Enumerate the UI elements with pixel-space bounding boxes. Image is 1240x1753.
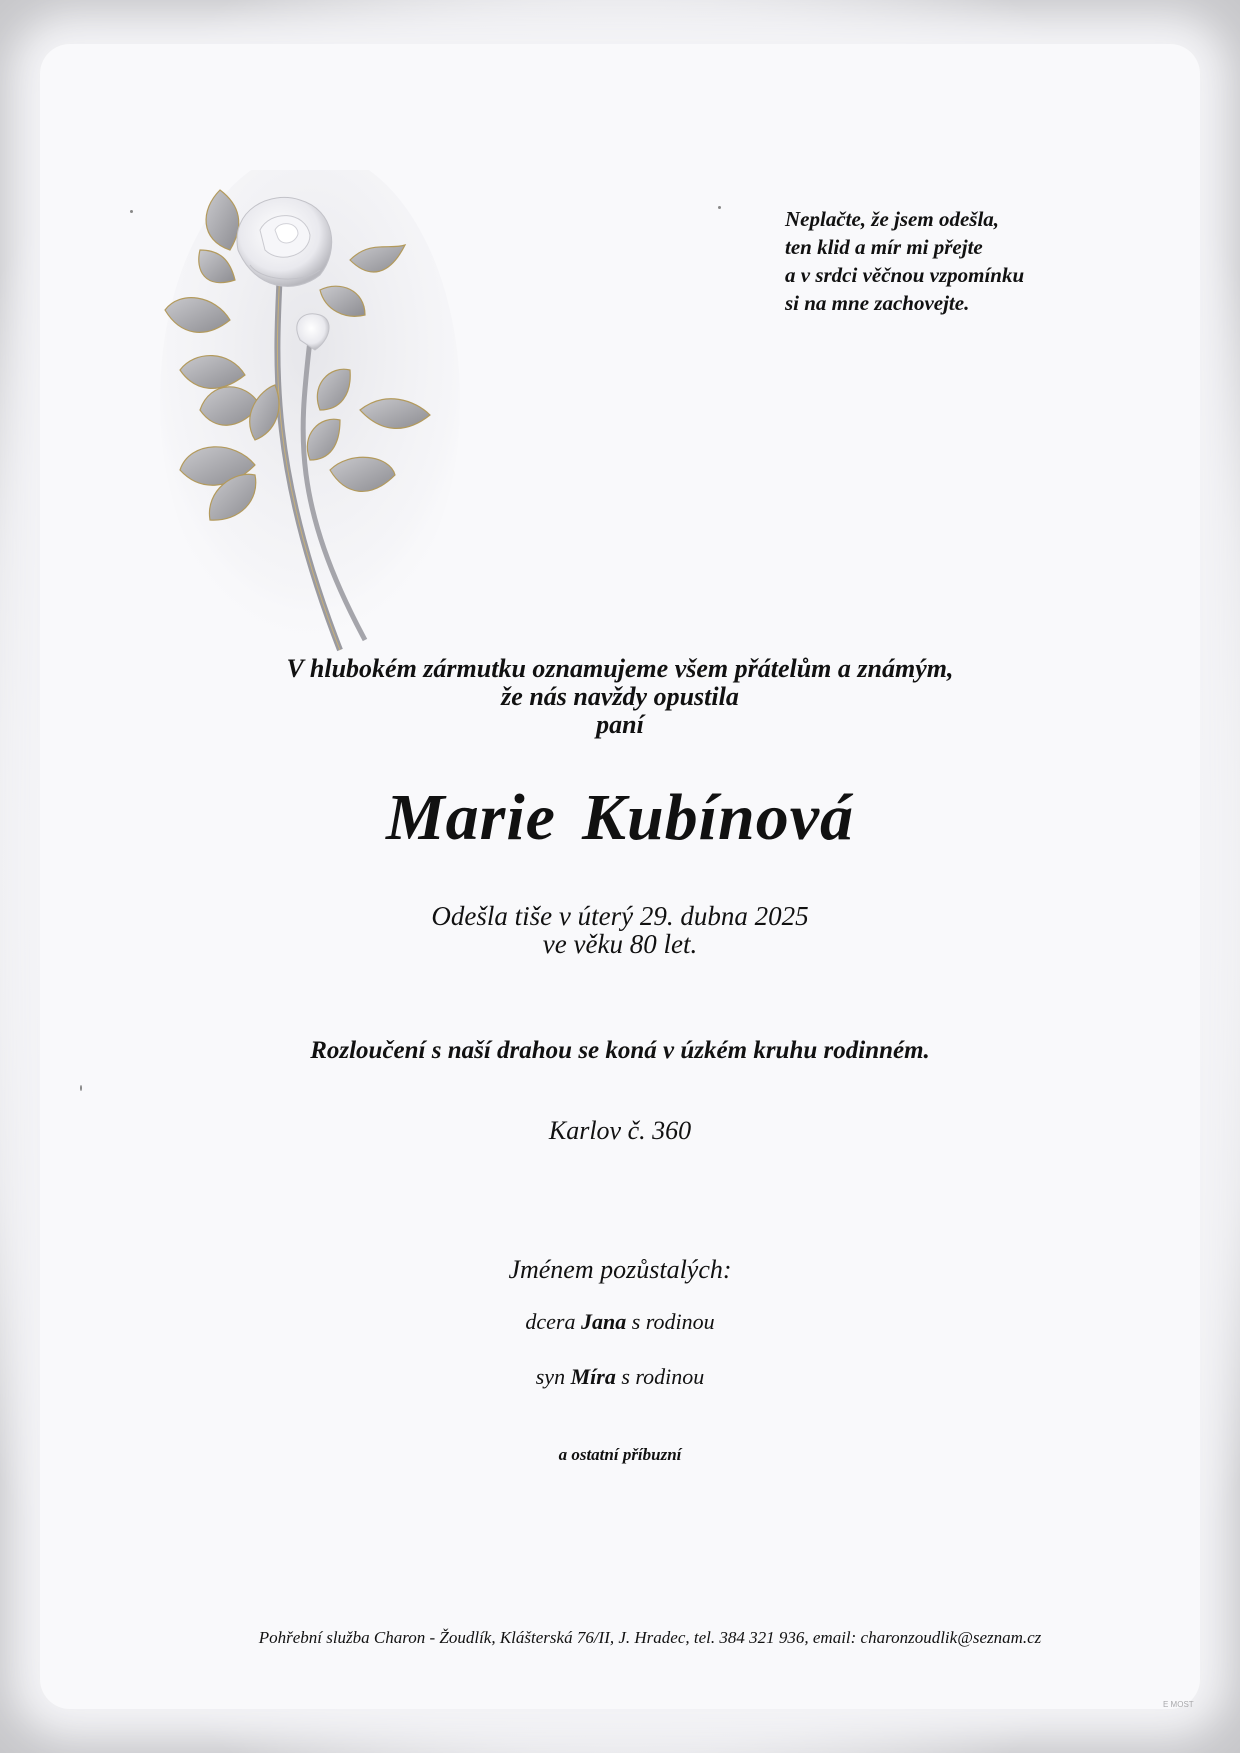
relative-name: Míra xyxy=(570,1364,616,1389)
relative-suffix: s rodinou xyxy=(621,1364,705,1389)
relative-name: Jana xyxy=(580,1309,627,1334)
funeral-service-footer: Pohřební služba Charon - Žoudlík, Klášterská 76/II, J. Hradec, tel. 384 321 936, email: charonzoudlik@seznam.cz xyxy=(258,1628,1042,1647)
deceased-name xyxy=(0,780,1240,856)
poem-line: si na mne zachovejte. xyxy=(785,291,970,315)
paper-speck xyxy=(80,1085,82,1091)
relative-suffix: s rodinou xyxy=(631,1309,715,1334)
announcement-line: že nás navždy opustila xyxy=(501,682,739,711)
relative-line xyxy=(0,1364,1240,1390)
farewell-note: Rozloučení s naší drahou se koná v úzkém kruhu rodinném. xyxy=(310,1037,930,1064)
poem xyxy=(785,205,1165,317)
relative-prefix: syn xyxy=(535,1364,566,1389)
announcement-line: V hlubokém zármutku oznamujeme všem přátelům a známým, xyxy=(286,654,954,683)
watermark: E MOST xyxy=(1163,1700,1194,1709)
paper-speck xyxy=(718,206,721,209)
first-name: Marie xyxy=(385,781,556,854)
last-name: Kubínová xyxy=(581,781,855,854)
rose-illustration xyxy=(160,170,460,670)
poem-line: ten klid a mír mi přejte xyxy=(785,235,983,259)
age-line: ve věku 80 let. xyxy=(542,929,698,959)
death-info xyxy=(0,902,1240,958)
other-relatives: a ostatní příbuzní xyxy=(558,1445,682,1464)
death-date-line: Odešla tiše v úterý 29. dubna 2025 xyxy=(431,901,809,931)
mourners-heading: Jménem pozůstalých: xyxy=(508,1255,732,1284)
paper-speck xyxy=(130,210,133,213)
poem-line: Neplačte, že jsem odešla, xyxy=(785,207,1000,231)
address: Karlov č. 360 xyxy=(548,1116,692,1145)
relative-line xyxy=(0,1309,1240,1335)
relative-prefix: dcera xyxy=(525,1309,576,1334)
announcement xyxy=(0,655,1240,739)
poem-line: a v srdci věčnou vzpomínku xyxy=(785,263,1025,287)
announcement-line: paní xyxy=(596,710,644,739)
